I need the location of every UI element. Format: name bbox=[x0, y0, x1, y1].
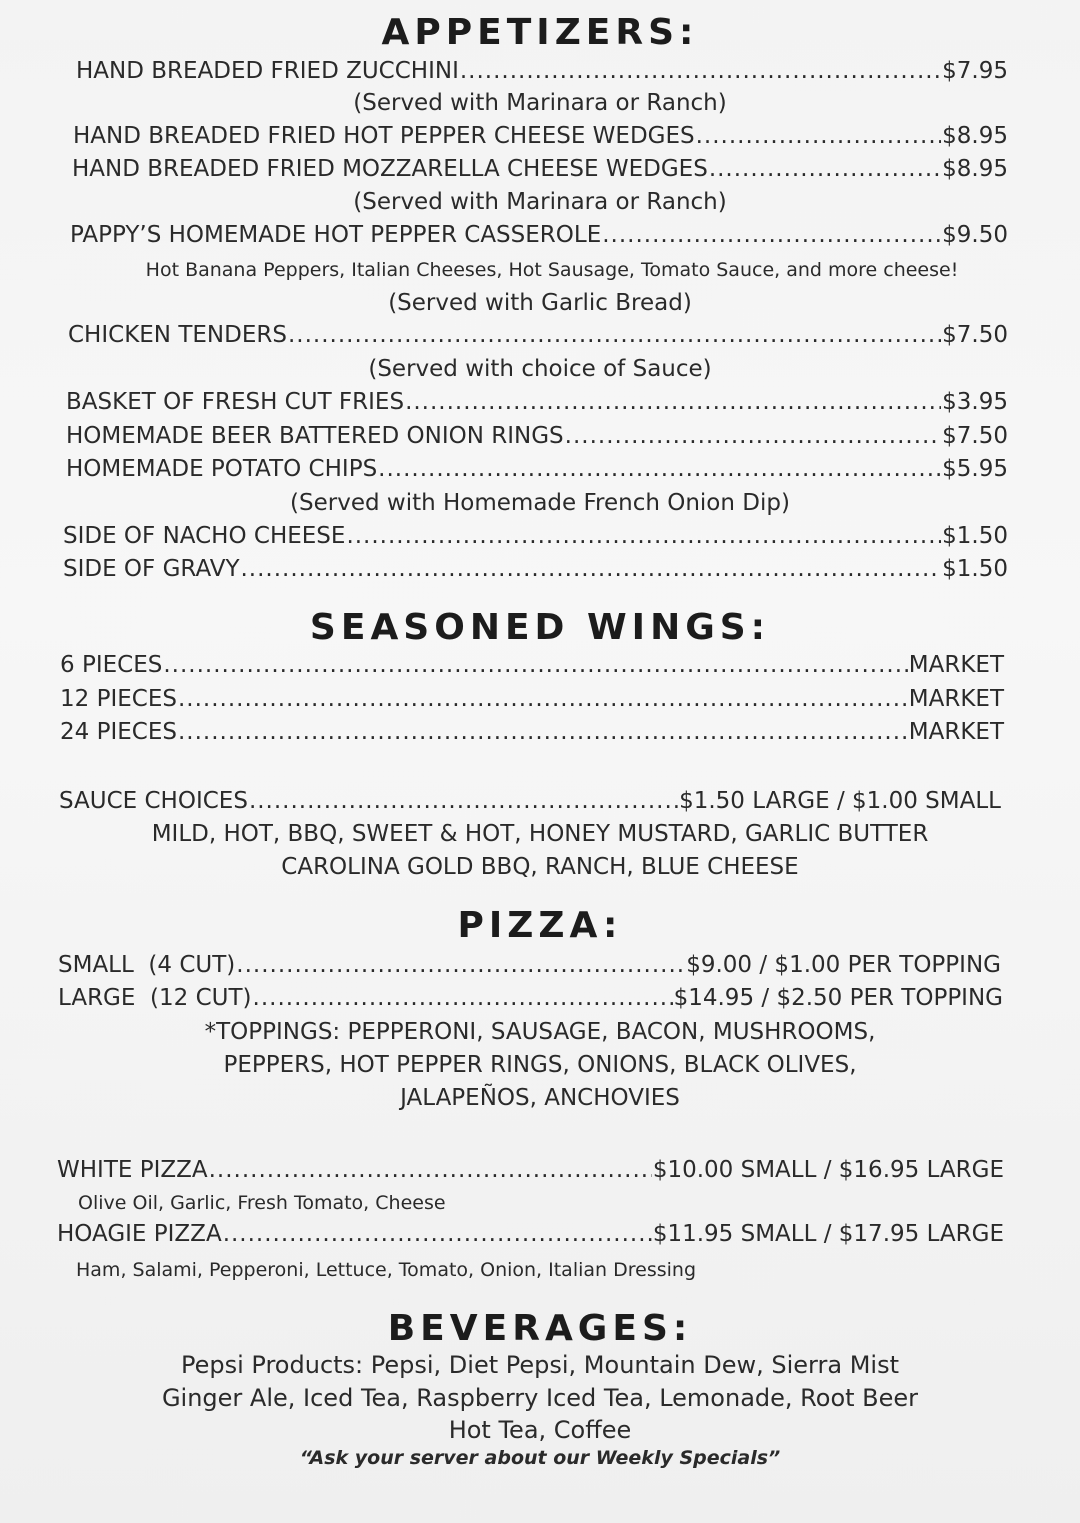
beverages-heading: BEVERAGES: bbox=[387, 1308, 693, 1349]
dot-leader bbox=[405, 389, 941, 415]
item-name: LARGE (12 CUT) bbox=[58, 985, 252, 1011]
item-price: MARKET bbox=[908, 686, 1004, 712]
toppings-list: PEPPERS, HOT PEPPER RINGS, ONIONS, BLACK OLIVES, bbox=[223, 1052, 857, 1078]
item-price: $7.50 bbox=[942, 423, 1008, 449]
item-name: WHITE PIZZA bbox=[57, 1157, 208, 1183]
item-name: PAPPY’S HOMEMADE HOT PEPPER CASSEROLE bbox=[70, 222, 602, 248]
beverage-list: Hot Tea, Coffee bbox=[448, 1416, 632, 1444]
item-name: CHICKEN TENDERS bbox=[68, 322, 287, 348]
dot-leader bbox=[178, 686, 908, 712]
dot-leader bbox=[253, 985, 673, 1011]
menu-item-white-pizza bbox=[57, 1157, 1004, 1183]
menu-item-chicken-tenders bbox=[68, 322, 1008, 348]
item-note: (Served with Marinara or Ranch) bbox=[353, 189, 727, 215]
dot-leader bbox=[236, 952, 685, 978]
menu-item-wings-24 bbox=[60, 719, 1004, 745]
menu-item-fresh-cut-fries bbox=[66, 389, 1008, 415]
menu-item-sauce-choices bbox=[59, 788, 1001, 814]
dot-leader bbox=[696, 123, 942, 149]
item-price: $9.00 / $1.00 PER TOPPING bbox=[686, 952, 1001, 978]
menu-item-wings-12 bbox=[60, 686, 1004, 712]
item-name: SMALL (4 CUT) bbox=[58, 952, 236, 978]
item-price: $8.95 bbox=[942, 123, 1008, 149]
appetizers-heading: APPETIZERS: bbox=[381, 12, 699, 53]
menu-item-hot-pepper-cheese-wedges bbox=[73, 123, 1008, 149]
sauce-list: MILD, HOT, BBQ, SWEET & HOT, HONEY MUSTARD, GARLIC BUTTER bbox=[151, 821, 929, 847]
menu-item-hoagie-pizza bbox=[57, 1221, 1004, 1247]
item-description: Ham, Salami, Pepperoni, Lettuce, Tomato, Onion, Italian Dressing bbox=[76, 1259, 697, 1281]
item-price: MARKET bbox=[908, 719, 1004, 745]
menu-item-mozzarella-cheese-wedges bbox=[72, 156, 1008, 182]
weekly-specials-note: “Ask your server about our Weekly Specials” bbox=[299, 1447, 781, 1469]
item-price: $1.50 bbox=[942, 523, 1008, 549]
item-name: 12 PIECES bbox=[60, 686, 177, 712]
dot-leader bbox=[241, 556, 942, 582]
item-description: Olive Oil, Garlic, Fresh Tomato, Cheese bbox=[78, 1192, 446, 1214]
dot-leader bbox=[288, 322, 941, 348]
item-name: HOAGIE PIZZA bbox=[57, 1221, 222, 1247]
sauce-list: CAROLINA GOLD BBQ, RANCH, BLUE CHEESE bbox=[281, 854, 799, 880]
menu-item-potato-chips bbox=[66, 456, 1008, 482]
item-name: HAND BREADED FRIED HOT PEPPER CHEESE WEDGES bbox=[73, 123, 695, 149]
item-name: SIDE OF NACHO CHEESE bbox=[63, 523, 346, 549]
dot-leader bbox=[223, 1221, 652, 1247]
pizza-heading: PIZZA: bbox=[457, 905, 623, 946]
dot-leader bbox=[602, 222, 941, 248]
dot-leader bbox=[565, 423, 942, 449]
dot-leader bbox=[178, 719, 908, 745]
item-name: SIDE OF GRAVY bbox=[63, 556, 240, 582]
menu-item-wings-6 bbox=[60, 652, 1004, 678]
menu-item-hot-pepper-casserole bbox=[70, 222, 1008, 248]
item-price: $8.95 bbox=[942, 156, 1008, 182]
item-name: SAUCE CHOICES bbox=[59, 788, 248, 814]
item-price: $7.95 bbox=[942, 58, 1008, 84]
dot-leader bbox=[709, 156, 941, 182]
item-name: HOMEMADE POTATO CHIPS bbox=[66, 456, 378, 482]
item-note: (Served with Marinara or Ranch) bbox=[353, 90, 727, 116]
item-note: (Served with Homemade French Onion Dip) bbox=[290, 490, 790, 516]
toppings-list: JALAPEÑOS, ANCHOVIES bbox=[400, 1085, 680, 1111]
toppings-list: *TOPPINGS: PEPPERONI, SAUSAGE, BACON, MUSHROOMS, bbox=[204, 1019, 876, 1045]
beverage-list: Pepsi Products: Pepsi, Diet Pepsi, Mountain Dew, Sierra Mist bbox=[181, 1351, 899, 1379]
item-price: $14.95 / $2.50 PER TOPPING bbox=[673, 985, 1003, 1011]
dot-leader bbox=[346, 523, 941, 549]
item-note: (Served with choice of Sauce) bbox=[368, 356, 712, 382]
item-name: HAND BREADED FRIED ZUCCHINI bbox=[76, 58, 459, 84]
item-price: $11.95 SMALL / $17.95 LARGE bbox=[652, 1221, 1004, 1247]
item-note: (Served with Garlic Bread) bbox=[388, 290, 692, 316]
item-name: 24 PIECES bbox=[60, 719, 177, 745]
item-price: $3.95 bbox=[942, 389, 1008, 415]
item-price: MARKET bbox=[908, 652, 1004, 678]
item-name: BASKET OF FRESH CUT FRIES bbox=[66, 389, 405, 415]
dot-leader bbox=[163, 652, 907, 678]
menu-item-gravy bbox=[63, 556, 1008, 582]
item-description: Hot Banana Peppers, Italian Cheeses, Hot Sausage, Tomato Sauce, and more cheese! bbox=[145, 259, 959, 281]
item-name: HOMEMADE BEER BATTERED ONION RINGS bbox=[66, 423, 564, 449]
item-price: $9.50 bbox=[942, 222, 1008, 248]
dot-leader bbox=[209, 1157, 652, 1183]
item-price: $5.95 bbox=[942, 456, 1008, 482]
beverage-list: Ginger Ale, Iced Tea, Raspberry Iced Tea, Lemonade, Root Beer bbox=[161, 1384, 919, 1412]
item-price: $7.50 bbox=[942, 322, 1008, 348]
item-price: $1.50 bbox=[942, 556, 1008, 582]
item-price: $1.50 LARGE / $1.00 SMALL bbox=[679, 788, 1001, 814]
wings-heading: SEASONED WINGS: bbox=[309, 607, 771, 648]
menu-item-large-pizza bbox=[58, 985, 1003, 1011]
dot-leader bbox=[378, 456, 941, 482]
menu-item-small-pizza bbox=[58, 952, 1001, 978]
menu-item-fried-zucchini bbox=[76, 58, 1008, 84]
item-price: $10.00 SMALL / $16.95 LARGE bbox=[652, 1157, 1004, 1183]
menu-item-nacho-cheese bbox=[63, 523, 1008, 549]
menu-item-onion-rings bbox=[66, 423, 1008, 449]
dot-leader bbox=[249, 788, 678, 814]
item-name: HAND BREADED FRIED MOZZARELLA CHEESE WEDGES bbox=[72, 156, 708, 182]
item-name: 6 PIECES bbox=[60, 652, 163, 678]
dot-leader bbox=[460, 58, 941, 84]
